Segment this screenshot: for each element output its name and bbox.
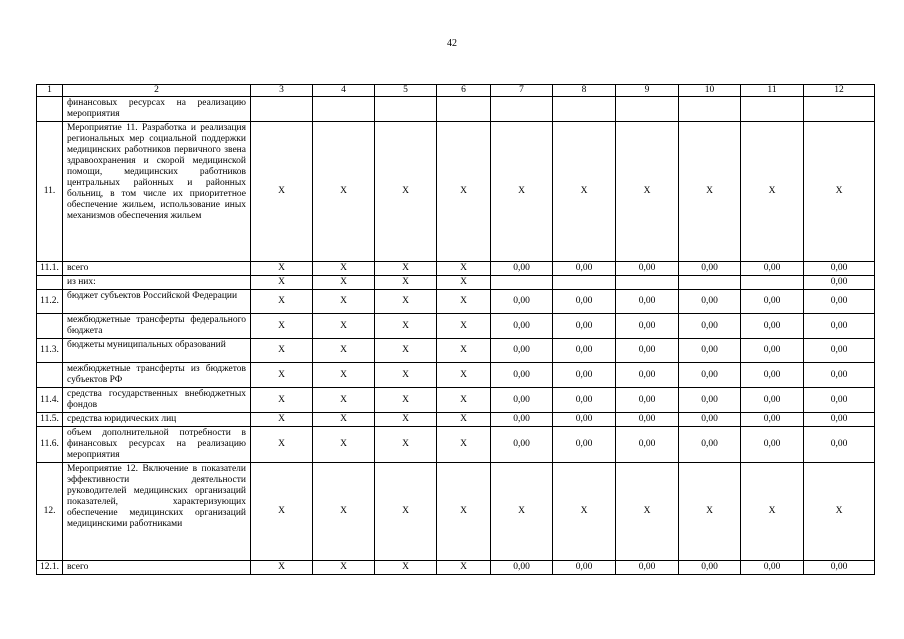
value-cell: X bbox=[313, 427, 375, 463]
header-cell: 9 bbox=[616, 85, 679, 97]
value-cell bbox=[491, 97, 553, 122]
value-cell: 0,00 bbox=[553, 427, 616, 463]
row-description-cell: средства государственных внебюджетных фондов bbox=[63, 388, 251, 413]
value-cell: 0,00 bbox=[616, 262, 679, 276]
value-cell: 0,00 bbox=[741, 388, 804, 413]
value-cell: 0,00 bbox=[804, 314, 875, 339]
value-cell: X bbox=[251, 290, 313, 314]
value-cell: X bbox=[375, 314, 437, 339]
value-cell: X bbox=[375, 122, 437, 262]
value-cell: 0,00 bbox=[679, 427, 741, 463]
value-cell: 0,00 bbox=[616, 339, 679, 363]
value-cell bbox=[804, 97, 875, 122]
value-cell: 0,00 bbox=[616, 388, 679, 413]
value-cell: 0,00 bbox=[491, 561, 553, 575]
value-cell: X bbox=[251, 463, 313, 561]
table-row bbox=[37, 463, 875, 561]
header-cell: 8 bbox=[553, 85, 616, 97]
value-cell: 0,00 bbox=[491, 413, 553, 427]
value-cell: 0,00 bbox=[553, 339, 616, 363]
value-cell: X bbox=[313, 339, 375, 363]
value-cell bbox=[313, 97, 375, 122]
value-cell: 0,00 bbox=[679, 290, 741, 314]
row-number-cell: 12. bbox=[37, 463, 63, 561]
value-cell: X bbox=[251, 413, 313, 427]
table-row bbox=[37, 413, 875, 427]
table-row bbox=[37, 388, 875, 413]
value-cell: X bbox=[313, 388, 375, 413]
value-cell: 0,00 bbox=[553, 561, 616, 575]
value-cell: 0,00 bbox=[741, 363, 804, 388]
row-number-cell bbox=[37, 314, 63, 339]
value-cell: 0,00 bbox=[679, 339, 741, 363]
value-cell bbox=[437, 97, 491, 122]
value-cell: 0,00 bbox=[741, 290, 804, 314]
value-cell: X bbox=[437, 463, 491, 561]
value-cell: X bbox=[375, 388, 437, 413]
row-number-cell: 11.2. bbox=[37, 290, 63, 314]
value-cell: X bbox=[251, 314, 313, 339]
value-cell: 0,00 bbox=[741, 427, 804, 463]
value-cell: 0,00 bbox=[616, 427, 679, 463]
value-cell: 0,00 bbox=[679, 413, 741, 427]
header-cell: 5 bbox=[375, 85, 437, 97]
value-cell: X bbox=[375, 276, 437, 290]
value-cell: X bbox=[375, 561, 437, 575]
value-cell bbox=[553, 97, 616, 122]
value-cell: X bbox=[313, 363, 375, 388]
value-cell: X bbox=[491, 463, 553, 561]
value-cell: X bbox=[553, 463, 616, 561]
value-cell: 0,00 bbox=[491, 388, 553, 413]
table-row bbox=[37, 122, 875, 262]
value-cell bbox=[679, 276, 741, 290]
funding-table bbox=[36, 84, 875, 575]
value-cell: X bbox=[313, 413, 375, 427]
row-number-cell bbox=[37, 97, 63, 122]
row-description-cell: всего bbox=[63, 262, 251, 276]
row-number-cell: 11. bbox=[37, 122, 63, 262]
row-description-cell: финансовых ресурсах на реализацию мероприятия bbox=[63, 97, 251, 122]
value-cell: X bbox=[375, 463, 437, 561]
value-cell bbox=[553, 276, 616, 290]
table-row bbox=[37, 561, 875, 575]
table-row bbox=[37, 363, 875, 388]
value-cell: 0,00 bbox=[553, 363, 616, 388]
header-cell: 6 bbox=[437, 85, 491, 97]
value-cell: 0,00 bbox=[491, 427, 553, 463]
header-cell: 2 bbox=[63, 85, 251, 97]
table-row bbox=[37, 314, 875, 339]
row-number-cell: 12.1. bbox=[37, 561, 63, 575]
value-cell: 0,00 bbox=[741, 561, 804, 575]
value-cell: X bbox=[437, 276, 491, 290]
value-cell: 0,00 bbox=[553, 413, 616, 427]
value-cell: X bbox=[437, 262, 491, 276]
value-cell bbox=[679, 97, 741, 122]
value-cell: 0,00 bbox=[616, 413, 679, 427]
value-cell: X bbox=[251, 427, 313, 463]
value-cell: 0,00 bbox=[804, 363, 875, 388]
value-cell: 0,00 bbox=[553, 290, 616, 314]
value-cell: 0,00 bbox=[804, 561, 875, 575]
value-cell: 0,00 bbox=[679, 262, 741, 276]
value-cell bbox=[616, 97, 679, 122]
value-cell: 0,00 bbox=[491, 314, 553, 339]
value-cell: 0,00 bbox=[616, 290, 679, 314]
row-description-cell: всего bbox=[63, 561, 251, 575]
row-description-cell: Мероприятие 12. Включение в показатели эффективности деятельности руководителей медицинских организаций показателей, характеризующих обеспечение медицинских организаций медицинскими работниками bbox=[63, 463, 251, 561]
value-cell: 0,00 bbox=[741, 413, 804, 427]
table-row bbox=[37, 276, 875, 290]
value-cell: X bbox=[375, 262, 437, 276]
header-cell: 10 bbox=[679, 85, 741, 97]
value-cell: X bbox=[804, 463, 875, 561]
value-cell: 0,00 bbox=[804, 339, 875, 363]
value-cell: X bbox=[313, 290, 375, 314]
value-cell: X bbox=[437, 413, 491, 427]
row-description-cell: межбюджетные трансферты из бюджетов субъектов РФ bbox=[63, 363, 251, 388]
value-cell: 0,00 bbox=[741, 262, 804, 276]
value-cell: X bbox=[616, 122, 679, 262]
header-cell: 4 bbox=[313, 85, 375, 97]
row-description-cell: бюджет субъектов Российской Федерации bbox=[63, 290, 251, 314]
value-cell: 0,00 bbox=[616, 363, 679, 388]
value-cell: 0,00 bbox=[491, 262, 553, 276]
value-cell: 0,00 bbox=[804, 388, 875, 413]
value-cell: 0,00 bbox=[741, 339, 804, 363]
value-cell bbox=[616, 276, 679, 290]
value-cell: X bbox=[251, 276, 313, 290]
value-cell: 0,00 bbox=[679, 363, 741, 388]
value-cell: X bbox=[251, 339, 313, 363]
value-cell: X bbox=[437, 290, 491, 314]
table-row bbox=[37, 262, 875, 276]
value-cell: 0,00 bbox=[553, 314, 616, 339]
value-cell: 0,00 bbox=[741, 314, 804, 339]
header-cell: 1 bbox=[37, 85, 63, 97]
value-cell: 0,00 bbox=[679, 561, 741, 575]
table-header-row bbox=[37, 85, 875, 97]
value-cell: X bbox=[375, 427, 437, 463]
header-cell: 7 bbox=[491, 85, 553, 97]
value-cell: X bbox=[375, 363, 437, 388]
value-cell: X bbox=[251, 363, 313, 388]
value-cell bbox=[251, 97, 313, 122]
row-number-cell: 11.1. bbox=[37, 262, 63, 276]
row-number-cell: 11.4. bbox=[37, 388, 63, 413]
header-cell: 12 bbox=[804, 85, 875, 97]
value-cell: 0,00 bbox=[491, 363, 553, 388]
value-cell: 0,00 bbox=[616, 561, 679, 575]
row-number-cell: 11.5. bbox=[37, 413, 63, 427]
value-cell: X bbox=[741, 463, 804, 561]
table-row bbox=[37, 427, 875, 463]
value-cell: 0,00 bbox=[679, 314, 741, 339]
value-cell: X bbox=[251, 122, 313, 262]
value-cell bbox=[741, 97, 804, 122]
row-number-cell: 11.6. bbox=[37, 427, 63, 463]
row-description-cell: средства юридических лиц bbox=[63, 413, 251, 427]
value-cell: 0,00 bbox=[553, 388, 616, 413]
header-cell: 11 bbox=[741, 85, 804, 97]
row-description-cell: из них: bbox=[63, 276, 251, 290]
page-number: 42 bbox=[447, 38, 457, 49]
value-cell: 0,00 bbox=[804, 413, 875, 427]
value-cell: 0,00 bbox=[804, 290, 875, 314]
value-cell: 0,00 bbox=[553, 262, 616, 276]
value-cell: X bbox=[679, 463, 741, 561]
value-cell: X bbox=[437, 339, 491, 363]
value-cell: 0,00 bbox=[804, 276, 875, 290]
row-number-cell: 11.3. bbox=[37, 339, 63, 363]
value-cell: X bbox=[437, 122, 491, 262]
value-cell: X bbox=[375, 413, 437, 427]
table-row bbox=[37, 97, 875, 122]
table-row bbox=[37, 339, 875, 363]
value-cell: X bbox=[313, 314, 375, 339]
table-row bbox=[37, 290, 875, 314]
value-cell: 0,00 bbox=[679, 388, 741, 413]
value-cell: 0,00 bbox=[616, 314, 679, 339]
row-number-cell bbox=[37, 363, 63, 388]
value-cell: X bbox=[553, 122, 616, 262]
value-cell: X bbox=[491, 122, 553, 262]
value-cell: X bbox=[375, 290, 437, 314]
value-cell bbox=[741, 276, 804, 290]
value-cell: X bbox=[251, 388, 313, 413]
value-cell: 0,00 bbox=[804, 262, 875, 276]
value-cell: X bbox=[437, 427, 491, 463]
value-cell: 0,00 bbox=[804, 427, 875, 463]
value-cell: X bbox=[313, 276, 375, 290]
value-cell: X bbox=[679, 122, 741, 262]
value-cell: X bbox=[313, 463, 375, 561]
value-cell bbox=[491, 276, 553, 290]
row-description-cell: бюджеты муниципальных образований bbox=[63, 339, 251, 363]
header-cell: 3 bbox=[251, 85, 313, 97]
value-cell bbox=[375, 97, 437, 122]
row-description-cell: Мероприятие 11. Разработка и реализация региональных мер социальной поддержки медицинских работников первичного звена здравоохранения и скорой медицинской помощи, медицинских работников центральных районных и районных больниц, в том числе их приоритетное обеспечение жильем, использование иных механизмов обеспечения жильем bbox=[63, 122, 251, 262]
row-number-cell bbox=[37, 276, 63, 290]
value-cell: 0,00 bbox=[491, 290, 553, 314]
value-cell: X bbox=[313, 122, 375, 262]
value-cell: X bbox=[313, 262, 375, 276]
value-cell: X bbox=[616, 463, 679, 561]
value-cell: X bbox=[313, 561, 375, 575]
value-cell: X bbox=[251, 561, 313, 575]
row-description-cell: межбюджетные трансферты федерального бюджета bbox=[63, 314, 251, 339]
value-cell: X bbox=[804, 122, 875, 262]
value-cell: 0,00 bbox=[491, 339, 553, 363]
value-cell: X bbox=[437, 388, 491, 413]
value-cell: X bbox=[251, 262, 313, 276]
value-cell: X bbox=[741, 122, 804, 262]
value-cell: X bbox=[437, 363, 491, 388]
value-cell: X bbox=[375, 339, 437, 363]
row-description-cell: объем дополнительной потребности в финансовых ресурсах на реализацию мероприятия bbox=[63, 427, 251, 463]
value-cell: X bbox=[437, 314, 491, 339]
value-cell: X bbox=[437, 561, 491, 575]
